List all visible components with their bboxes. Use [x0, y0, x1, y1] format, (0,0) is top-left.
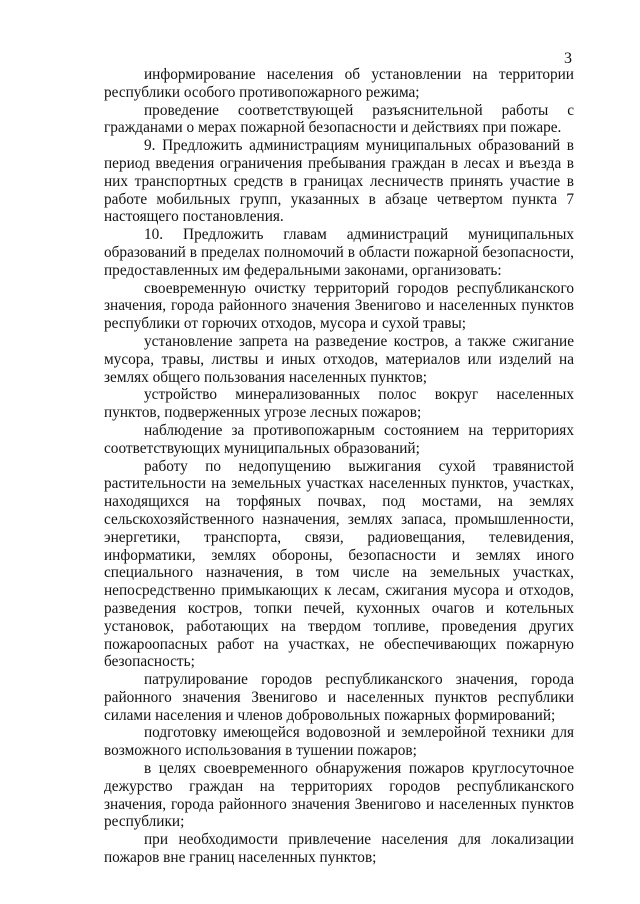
paragraph: проведение соответствующей разъяснительной работы с гражданами о мерах пожарной безопасности и действиях при пожаре.	[104, 101, 574, 137]
paragraph: информирование населения об установлении на территории республики особого противопожарного режима;	[104, 66, 574, 101]
paragraph: работу по недопущению выжигания сухой травянистой растительности на земельных участках населенных пунктов, участках, находящихся на торфяных почвах, под мостами, на землях сельскохозяйственного назначения, землях запаса, промышленности, энергетики, транспорта, связи, радиовещания, телевидения, информатики, землях обороны, безопасности и землях иного специального назначения, в том числе на земельных участках, непосредственно примыкающих к лесам, сжигания мусора и отходов, разведения костров, топки печей, кухонных очагов и котельных установок, работающих на твердом топливе, проведения других пожароопасных работ на участках, не обеспечивающих пожарную безопасность;	[104, 457, 574, 671]
paragraph: наблюдение за противопожарным состоянием на территориях соответствующих муниципальных образований;	[104, 421, 574, 457]
paragraph: подготовку имеющейся водовозной и землеройной техники для возможного использования в тушении пожаров;	[104, 724, 574, 760]
paragraph: патрулирование городов республиканского значения, города районного значения Звенигово и населенных пунктов республики силами населения и членов добровольных пожарных формирований;	[104, 671, 574, 724]
paragraph: своевременную очистку территорий городов республиканского значения, города районного значения Звенигово и населенных пунктов республики от горючих отходов, мусора и сухой травы;	[104, 279, 574, 333]
paragraph: 9. Предложить администрациям муниципальных образований в период введения ограничения пребывания граждан в лесах и въезда в них транспортных средств в границах лесничеств принять участие в работе мобильных групп, указанных в абзаце четвертом пункта 7 настоящего постановления.	[104, 137, 574, 226]
paragraph: устройство минерализованных полос вокруг населенных пунктов, подверженных угрозе лесных пожаров;	[104, 386, 574, 422]
paragraph: в целях своевременного обнаружения пожаров круглосуточное дежурство граждан на территориях городов республиканского значения, города районного значения Звенигово и населенных пунктов республики;	[104, 760, 574, 831]
paragraph: 10. Предложить главам администраций муниципальных образований в пределах полномочий в области пожарной безопасности, предоставленных им федеральными законами, организовать:	[104, 226, 574, 279]
paragraph: установление запрета на разведение костров, а также сжигание мусора, травы, листвы и иных отходов, материалов или изделий на землях общего пользования населенных пунктов;	[104, 332, 574, 386]
paragraph: при необходимости привлечение населения для локализации пожаров вне границ населенных пунктов;	[104, 831, 574, 867]
page-number: 3	[564, 50, 572, 67]
document-body	[104, 66, 574, 867]
